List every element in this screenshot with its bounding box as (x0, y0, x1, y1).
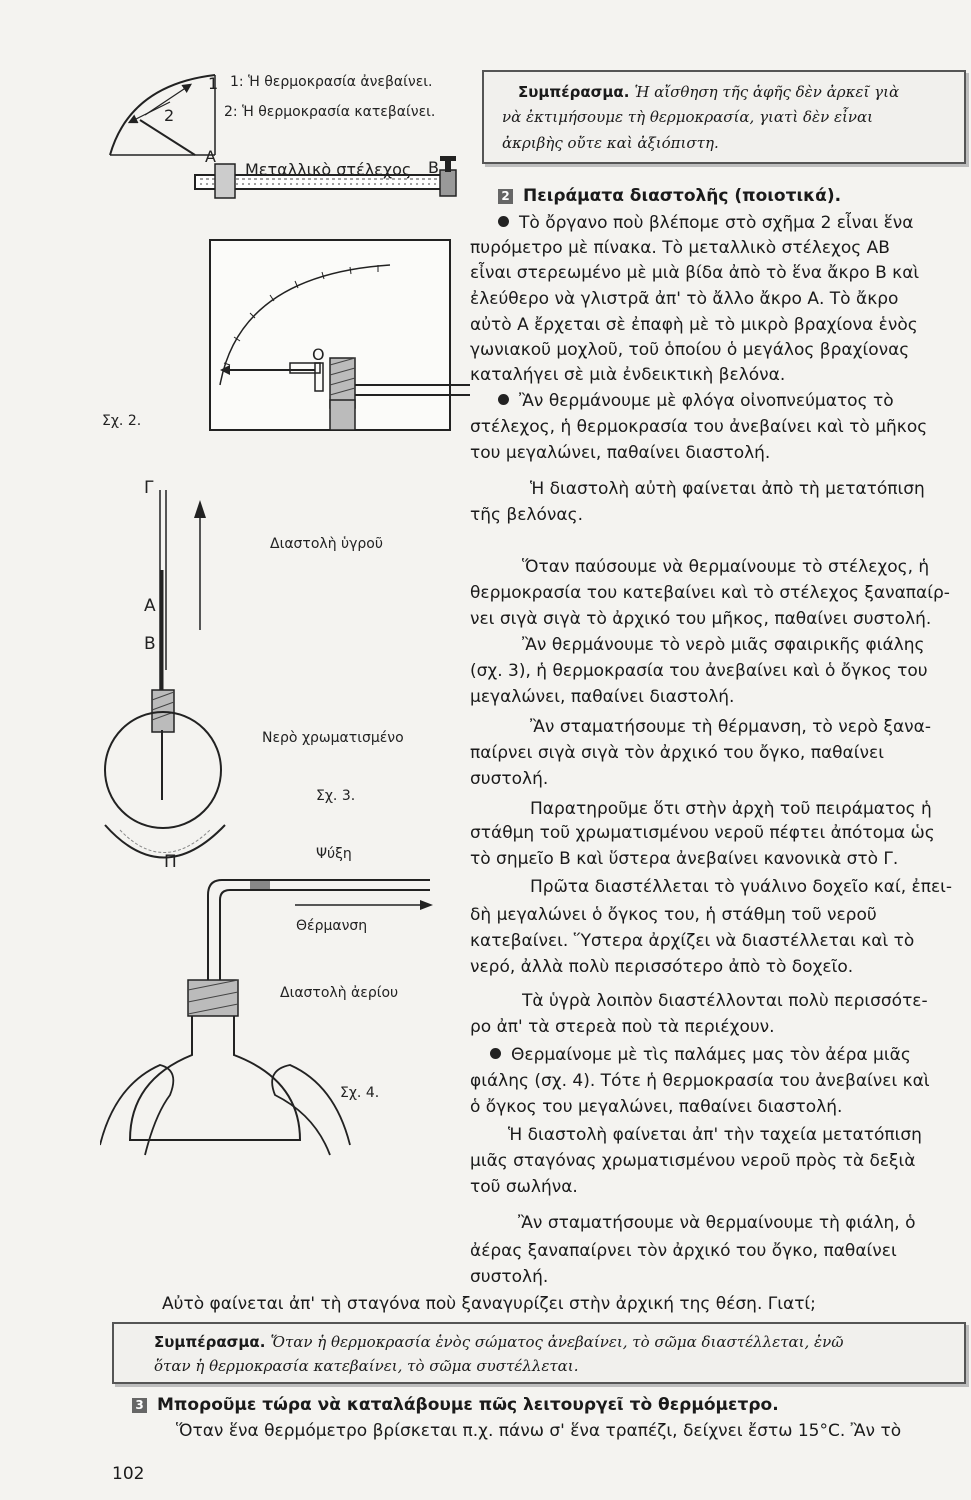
body-line: Θερμαίνομε μὲ τὶς παλάμες μας τὸν ἀέρα μιᾶς (490, 1044, 971, 1066)
figure-1-label-2: 2: Ἡ θερμοκρασία κατεβαίνει. (224, 104, 436, 120)
body-line: κατεβαίνει. Ὕστερα ἀρχίζει νὰ διαστέλλεται καὶ τὸ (470, 931, 915, 951)
body-line: γωνιακοῦ μοχλοῦ, τοῦ ὁποίου ὁ μεγάλος βραχίονας (470, 340, 910, 360)
body-line: Παρατηροῦμε ὅτι στὴν ἀρχὴ τοῦ πειράματος ἡ (530, 799, 932, 819)
figure-3-b: B (144, 634, 156, 654)
body-line: συστολή. (470, 1267, 549, 1287)
figure-4-caption: Σχ. 4. (340, 1085, 380, 1101)
bullet-icon (490, 1048, 501, 1059)
figure-1-point-a: A (205, 147, 216, 166)
page-number: 102 (112, 1464, 145, 1484)
body-line: καταλήγει σὲ μιὰ ἐνδεικτικὴ βελόνα. (470, 365, 786, 385)
body-line: του μεγαλώνει, παθαίνει διαστολή. (470, 443, 771, 463)
body-line: τοῦ σωλήνα. (470, 1177, 578, 1197)
section-2-title: Πειράματα διαστολῆς (ποιοτικά). (523, 186, 842, 206)
top-conclusion-title: Συμπέρασμα. (518, 83, 630, 101)
figure-3-gamma: Γ (144, 478, 154, 498)
figure-1-label-1: 1: Ἡ θερμοκρασία ἀνεβαίνει. (230, 74, 433, 90)
body-line: Ἂν σταματήσουμε τὴ θέρμανση, τὸ νερὸ ξανα- (530, 717, 931, 737)
figure-1-num-2: 2 (164, 106, 175, 125)
body-line: μεγαλώνει, παθαίνει διαστολή. (470, 687, 735, 707)
section-3-heading (132, 1395, 779, 1415)
figure-3-title: Διαστολὴ ὑγροῦ (270, 536, 383, 552)
figure-4-cooling: Ψύξη (316, 846, 352, 862)
body-line: Πρῶτα διαστέλλεται τὸ γυάλινο δοχεῖο καί, ἐπει- (530, 877, 953, 897)
body-line: παίρνει σιγὰ σιγὰ τὸν ἀρχικό του ὄγκο, παθαίνει (470, 743, 884, 763)
top-conclusion-line-3: ἀκριβὴς οὔτε καὶ ἀξιόπιστη. (502, 134, 719, 152)
figure-2-caption: Σχ. 2. (102, 413, 142, 429)
body-line: νει σιγὰ σιγὰ τὸ ἀρχικό του μῆκος, παθαίνει συστολή. (470, 609, 932, 629)
body-line: μιᾶς σταγόνας χρωματισμένου νεροῦ πρὸς τὰ δεξιὰ (470, 1151, 916, 1171)
figure-2-drawing (150, 235, 470, 455)
body-line: στέλεχος, ἡ θερμοκρασία του ἀνεβαίνει καὶ τὸ μῆκος (470, 417, 928, 437)
bottom-conclusion-line-2: ὅταν ἡ θερμοκρασία κατεβαίνει, τὸ σῶμα συστέλλεται. (154, 1357, 579, 1375)
figure-3-a: A (144, 596, 156, 616)
body-line: ὁ ὄγκος του μεγαλώνει, παθαίνει διαστολή. (470, 1097, 843, 1117)
section-2-heading (498, 186, 841, 206)
closing-line: Αὐτὸ φαίνεται ἀπ' τὴ σταγόνα ποὺ ξαναγυρίζει στὴν ἀρχική της θέση. Γιατί; (162, 1294, 816, 1314)
body-line: τὸ σημεῖο Β καὶ ὕστερα ἀνεβαίνει κανονικὰ στὸ Γ. (470, 849, 899, 869)
figure-1-rod-label: Μεταλλικὸ στέλεχος (245, 160, 412, 179)
figure-4-heating: Θέρμανση (296, 918, 368, 934)
figure-4-title: Διαστολὴ ἀερίου (280, 985, 399, 1001)
figure-3-pi: Π (164, 852, 177, 872)
figure-3-drawing (100, 470, 250, 890)
body-line: Ἂν σταματήσουμε νὰ θερμαίνουμε τὴ φιάλη, ὁ (518, 1213, 916, 1233)
body-line: φιάλης (σχ. 4). Τότε ἡ θερμοκρασία του ἀνεβαίνει καὶ (470, 1071, 930, 1091)
body-line: δὴ μεγαλώνει ὁ ὄγκος του, ἡ στάθμη τοῦ νεροῦ (470, 905, 877, 925)
body-line: στάθμη τοῦ χρωματισμένου νεροῦ πέφτει ἀπότομα ὡς (470, 823, 935, 843)
body-line: θερμοκρασία του κατεβαίνει καὶ τὸ στέλεχος ξαναπαίρ- (470, 583, 950, 603)
figure-1-point-b: B (428, 158, 439, 177)
figure-3-caption: Σχ. 3. (316, 788, 356, 804)
body-line: ἐλεύθερο νὰ γλιστρᾶ ἀπ' τὸ ἄλλο ἄκρο Α. Τὸ ἄκρο (470, 289, 899, 309)
body-line: Ὅταν παύσουμε νὰ θερμαίνουμε τὸ στέλεχος, ἡ (522, 557, 930, 577)
top-conclusion-line-2: νὰ ἐκτιμήσουμε τὴ θερμοκρασία, γιατὶ δὲν εἶναι (502, 108, 874, 126)
body-line: Ἡ διαστολὴ φαίνεται ἀπ' τὴν ταχεία μετατόπιση (508, 1125, 922, 1145)
bottom-conclusion-line-1: Ὅταν ἡ θερμοκρασία ἑνὸς σώματος ἀνεβαίνει, τὸ σῶμα διαστέλλεται, ἐνῶ (270, 1333, 844, 1351)
figure-3-water-label: Νερὸ χρωματισμένο (262, 730, 404, 746)
section-2-number: 2 (498, 189, 513, 204)
figure-2-pivot-label: O (312, 345, 325, 364)
top-conclusion-line-1: Ἡ αἴσθηση τῆς ἁφῆς δὲν ἀρκεῖ γιὰ (634, 83, 900, 101)
bottom-conclusion-box (112, 1322, 966, 1384)
body-line: Ἂν θερμάνουμε τὸ νερὸ μιᾶς σφαιρικῆς φιάλης (522, 635, 925, 655)
bottom-conclusion-title: Συμπέρασμα. (154, 1333, 266, 1351)
body-line: εἶναι στερεωμένο μὲ μιὰ βίδα ἀπὸ τὸ ἕνα ἄκρο Β καὶ (470, 263, 920, 283)
body-line: πυρόμετρο μὲ πίνακα. Τὸ μεταλλικὸ στέλεχος ΑΒ (470, 238, 890, 258)
top-conclusion-box (482, 70, 966, 164)
body-line: (σχ. 3), ἡ θερμοκρασία του ἀνεβαίνει καὶ ὁ ὄγκος του (470, 661, 928, 681)
body-line: ἀέρας ξαναπαίρνει τὸν ἀρχικό του ὄγκο, παθαίνει (470, 1241, 897, 1261)
body-line: Ἡ διαστολὴ αὐτὴ φαίνεται ἀπὸ τὴ μετατόπιση (530, 479, 925, 499)
body-line: νερό, ἀλλὰ πολὺ περισσότερο ἀπὸ τὸ δοχεῖο. (470, 957, 854, 977)
figure-4-drawing (100, 855, 470, 1175)
figure-1-num-1: 1 (208, 74, 219, 93)
section-3-line: Ὅταν ἕνα θερμόμετρο βρίσκεται π.χ. πάνω σ' ἕνα τραπέζι, δείχνει ἔστω 15°C. Ἂν τὸ (176, 1421, 902, 1441)
body-line: συστολή. (470, 769, 549, 789)
body-line: αὐτὸ Α ἔρχεται σὲ ἐπαφὴ μὲ τὸ μικρὸ βραχίονα ἑνὸς (470, 315, 918, 335)
body-line: Ἂν θερμάνουμε μὲ φλόγα οἰνοπνεύματος τὸ (498, 390, 971, 412)
body-line: Τὸ ὄργανο ποὺ βλέπομε στὸ σχῆμα 2 εἶναι ἕνα (498, 212, 971, 234)
bullet-icon (498, 394, 509, 405)
body-line: Τὰ ὑγρὰ λοιπὸν διαστέλλονται πολὺ περισσότε- (522, 991, 928, 1011)
body-line: ρο ἀπ' τὰ στερεὰ ποὺ τὰ περιέχουν. (470, 1017, 775, 1037)
section-3-number: 3 (132, 1398, 147, 1413)
section-3-title: Μποροῦμε τώρα νὰ καταλάβουμε πῶς λειτουργεῖ τὸ θερμόμετρο. (157, 1395, 779, 1415)
body-line: τῆς βελόνας. (470, 505, 583, 525)
bullet-icon (498, 216, 509, 227)
